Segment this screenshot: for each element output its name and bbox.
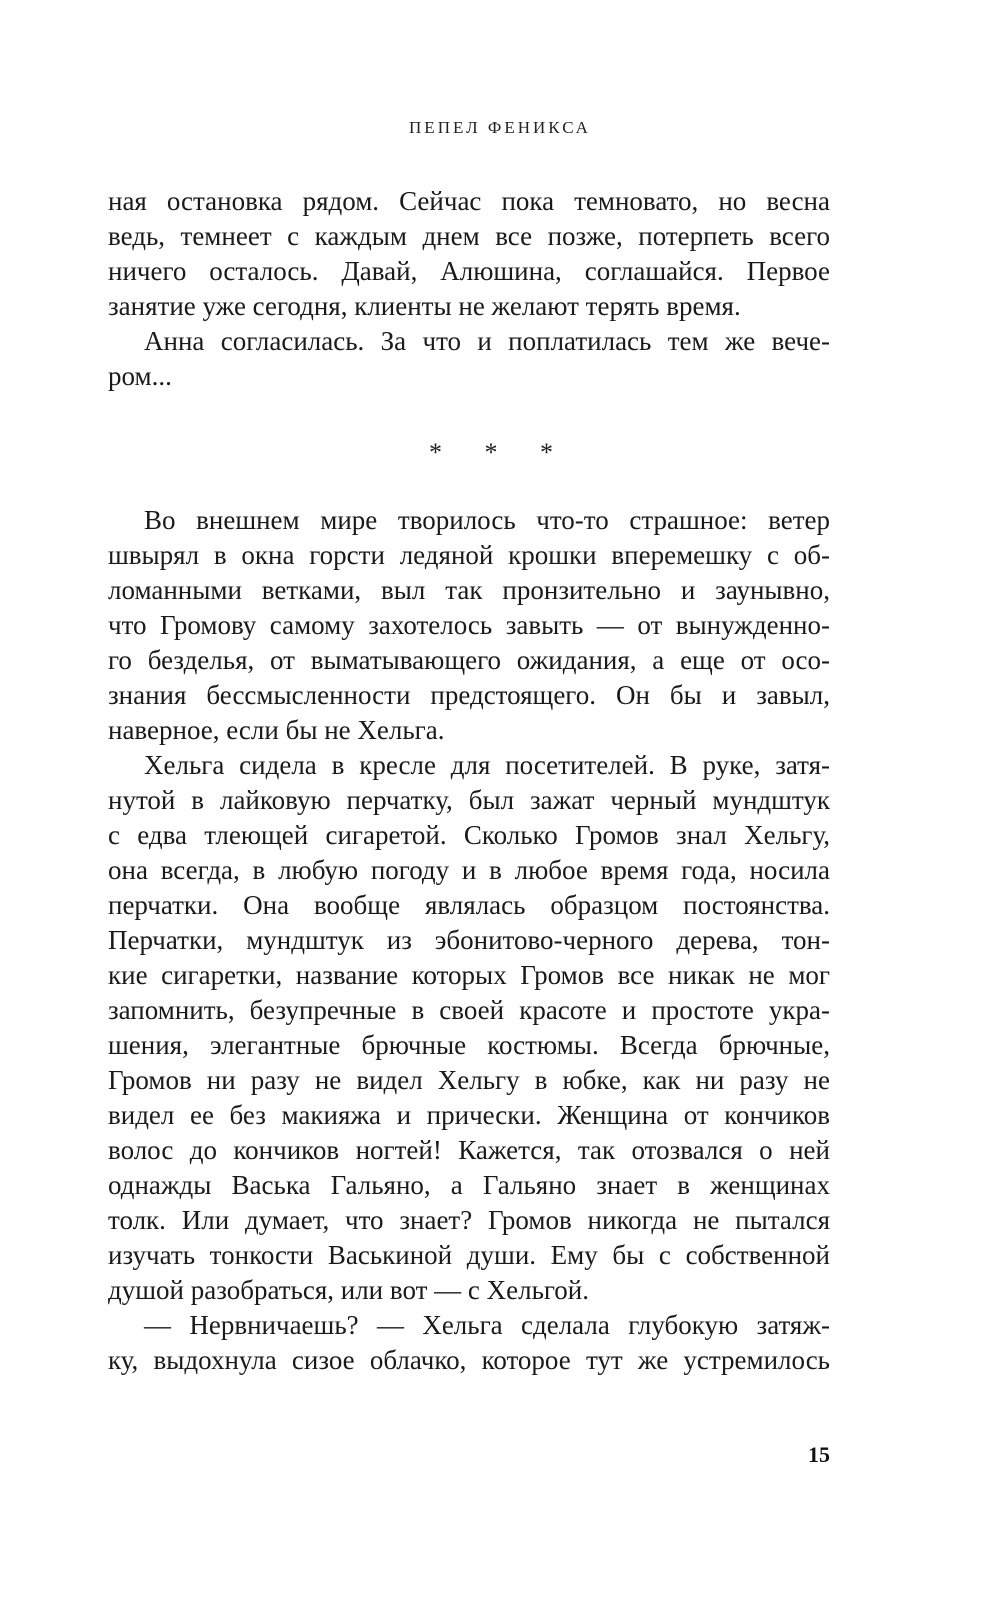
text-line: Во внешнем мире творилось что-то страшное: ветер [144, 505, 830, 535]
text-line: ку, выдохнула сизое облачко, которое тут же устремилось [108, 1345, 830, 1375]
text-line: — Нервничаешь? — Хельга сделала глубокую затяж- [144, 1310, 830, 1340]
text-line: изучать тонкости Васькиной души. Ему бы с собственной [108, 1240, 830, 1270]
text-line: душой разобраться, или вот — с Хельгой. [108, 1275, 589, 1305]
text-line: однажды Васька Гальяно, а Гальяно знает в женщинах [108, 1170, 830, 1200]
text-line: знания бессмысленности предстоящего. Он бы и завыл, [108, 680, 830, 710]
text-line: Анна согласилась. За что и поплатилась тем же вече- [144, 326, 830, 356]
text-block-continuation [108, 184, 830, 394]
section-separator: * * * [429, 438, 571, 467]
text-line: наверное, если бы не Хельга. [108, 715, 445, 745]
text-line: волос до кончиков ногтей! Кажется, так отозвался о ней [108, 1135, 830, 1165]
text-line: нутой в лайковую перчатку, был зажат черный мундштук [108, 785, 830, 815]
text-line: ничего осталось. Давай, Алюшина, соглашайся. Первое [108, 256, 830, 286]
text-line: Громов ни разу не видел Хельгу в юбке, как ни разу не [108, 1065, 830, 1095]
text-line: что Громову самому захотелось завыть — от вынужденно- [108, 610, 830, 640]
text-line: швырял в окна горсти ледяной крошки вперемешку с об- [108, 540, 830, 570]
running-header: ПЕПЕЛ ФЕНИКСА [409, 118, 591, 137]
text-block-chapter [108, 503, 830, 1378]
text-line: шения, элегантные брючные костюмы. Всегда брючные, [108, 1030, 830, 1060]
text-line: Хельга сидела в кресле для посетителей. В руке, затя- [144, 750, 830, 780]
text-line: ломанными ветками, выл так пронзительно и заунывно, [108, 575, 830, 605]
text-line: кие сигаретки, название которых Громов все никак не мог [108, 960, 830, 990]
text-line: перчатки. Она вообще являлась образцом постоянства. [108, 890, 830, 920]
text-line: ная остановка рядом. Сейчас пока темновато, но весна [108, 186, 830, 216]
text-line: занятие уже сегодня, клиенты не желают терять время. [108, 291, 741, 321]
text-line: с едва тлеющей сигаретой. Сколько Громов знал Хельгу, [108, 820, 830, 850]
text-line: запомнить, безупречные в своей красоте и простоте укра- [108, 995, 830, 1025]
text-line: ведь, темнеет с каждым днем все позже, потерпеть всего [108, 221, 830, 251]
text-line: ром... [108, 361, 172, 391]
page-number: 15 [808, 1442, 830, 1467]
text-line: толк. Или думает, что знает? Громов никогда не пытался [108, 1205, 830, 1235]
text-line: го безделья, от выматывающего ожидания, а еще от осо- [108, 645, 830, 675]
text-line: Перчатки, мундштук из эбонитово-черного дерева, тон- [108, 925, 830, 955]
text-line: видел ее без макияжа и прически. Женщина от кончиков [108, 1100, 830, 1130]
text-line: она всегда, в любую погоду и в любое время года, носила [108, 855, 830, 885]
